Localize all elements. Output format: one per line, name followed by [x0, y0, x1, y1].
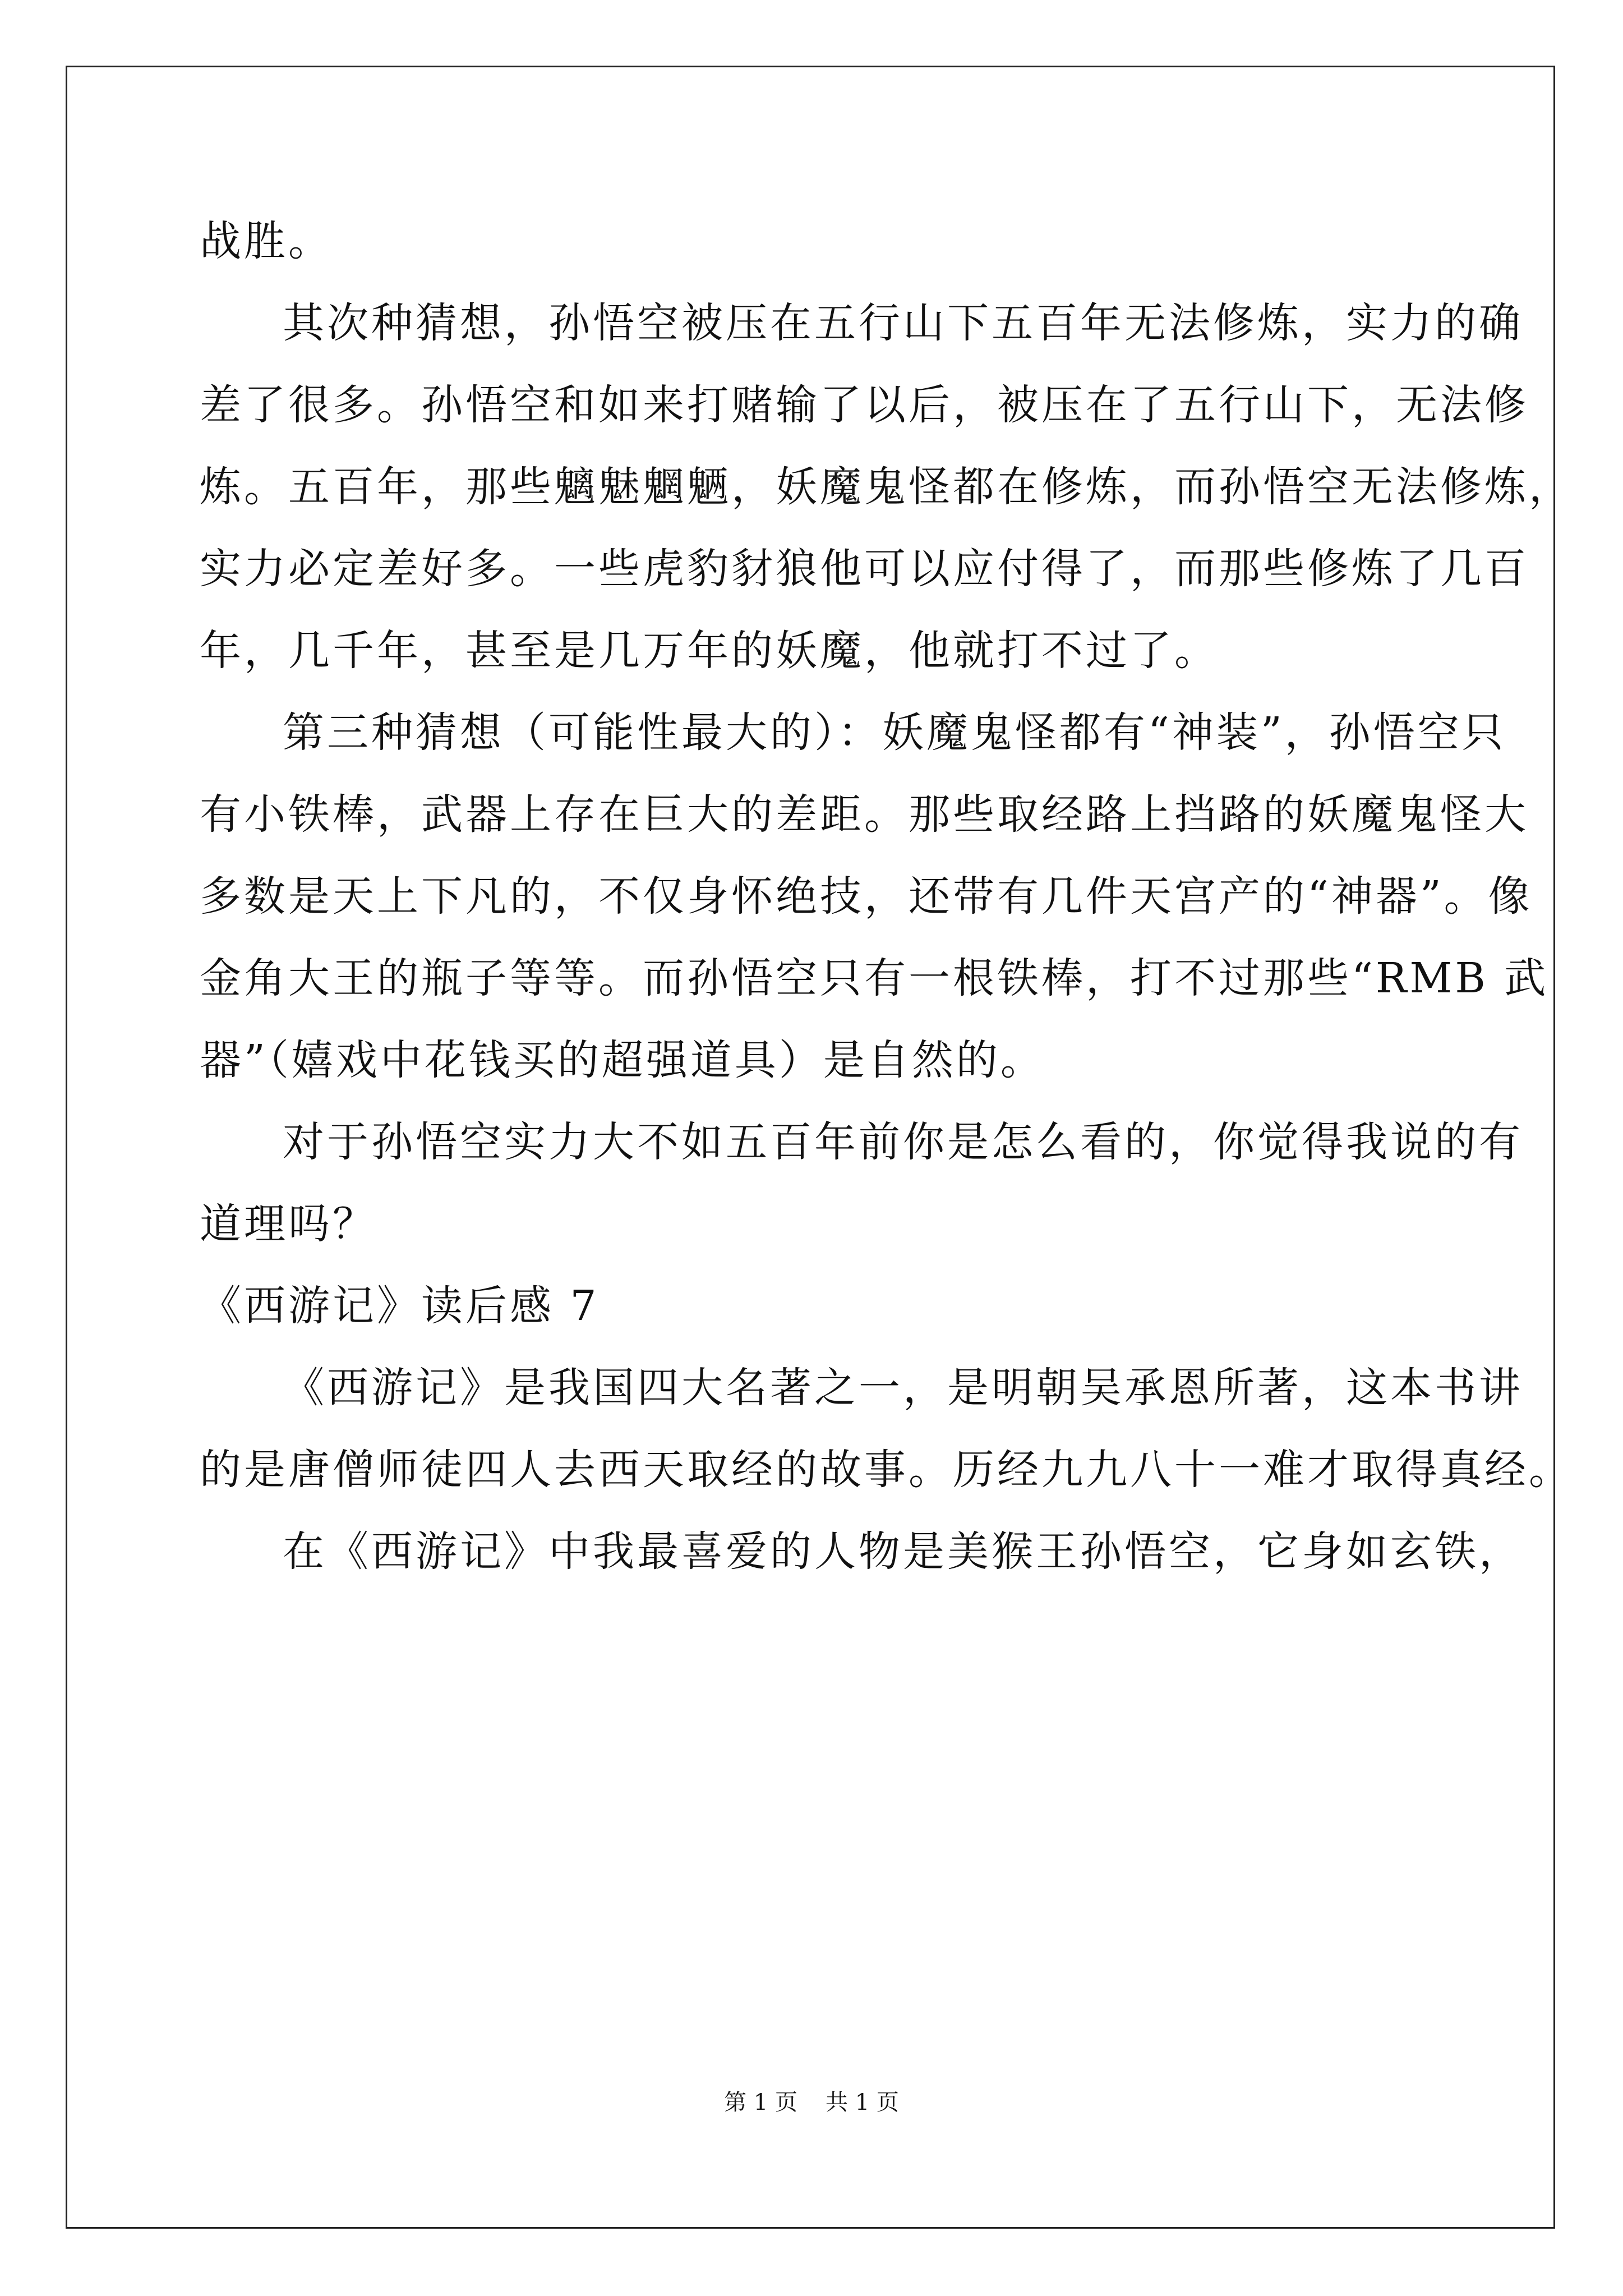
text-line: 差了很多。孙悟空和如来打赌输了以后，被压在了五行山下，无法修 — [200, 381, 1529, 429]
text-line: 有小铁棒，武器上存在巨大的差距。那些取经路上挡路的妖魔鬼怪大 — [200, 790, 1529, 839]
page-number: 第 1 页 — [724, 2090, 797, 2115]
paragraph-line: 第三种猜想（可能性最大的）：妖魔鬼怪都有“神装”，孙悟空只 — [283, 708, 1506, 757]
text-line: 多数是天上下凡的，不仅身怀绝技，还带有几件天宫产的“神器”。像 — [200, 872, 1533, 921]
text-line: 道理吗？ — [200, 1200, 377, 1248]
text-line: 年，几千年，甚至是几万年的妖魔，他就打不过了。 — [200, 627, 1219, 675]
paragraph-line: 《西游记》是我国四大名著之一，是明朝吴承恩所著，这本书讲 — [283, 1364, 1523, 1412]
text-line: 炼。五百年，那些魑魅魍魉，妖魔鬼怪都在修炼，而孙悟空无法修炼， — [200, 463, 1573, 511]
text-line: 金角大王的瓶子等等。而孙悟空只有一根铁棒，打不过那些“RMB 武 — [200, 954, 1549, 1002]
page-total: 共 1 页 — [826, 2090, 899, 2115]
text-line: 实力必定差好多。一些虎豹豺狼他可以应付得了，而那些修炼了几百 — [200, 545, 1529, 593]
text-line: 战胜。 — [200, 217, 333, 265]
paragraph-line: 在《西游记》中我最喜爱的人物是美猴王孙悟空，它身如玄铁， — [283, 1527, 1523, 1576]
paragraph-line: 对于孙悟空实力大不如五百年前你是怎么看的，你觉得我说的有 — [283, 1118, 1523, 1166]
text-line: 的是唐僧师徒四人去西天取经的故事。历经九九八十一难才取得真经。 — [200, 1446, 1573, 1494]
paragraph-line: 其次种猜想，孙悟空被压在五行山下五百年无法修炼，实力的确 — [283, 299, 1523, 347]
section-heading: 《西游记》读后感 7 — [200, 1282, 600, 1330]
text-line: 器”（嬉戏中花钱买的超强道具）是自然的。 — [200, 1036, 1045, 1084]
page-footer — [0, 2086, 1623, 2119]
